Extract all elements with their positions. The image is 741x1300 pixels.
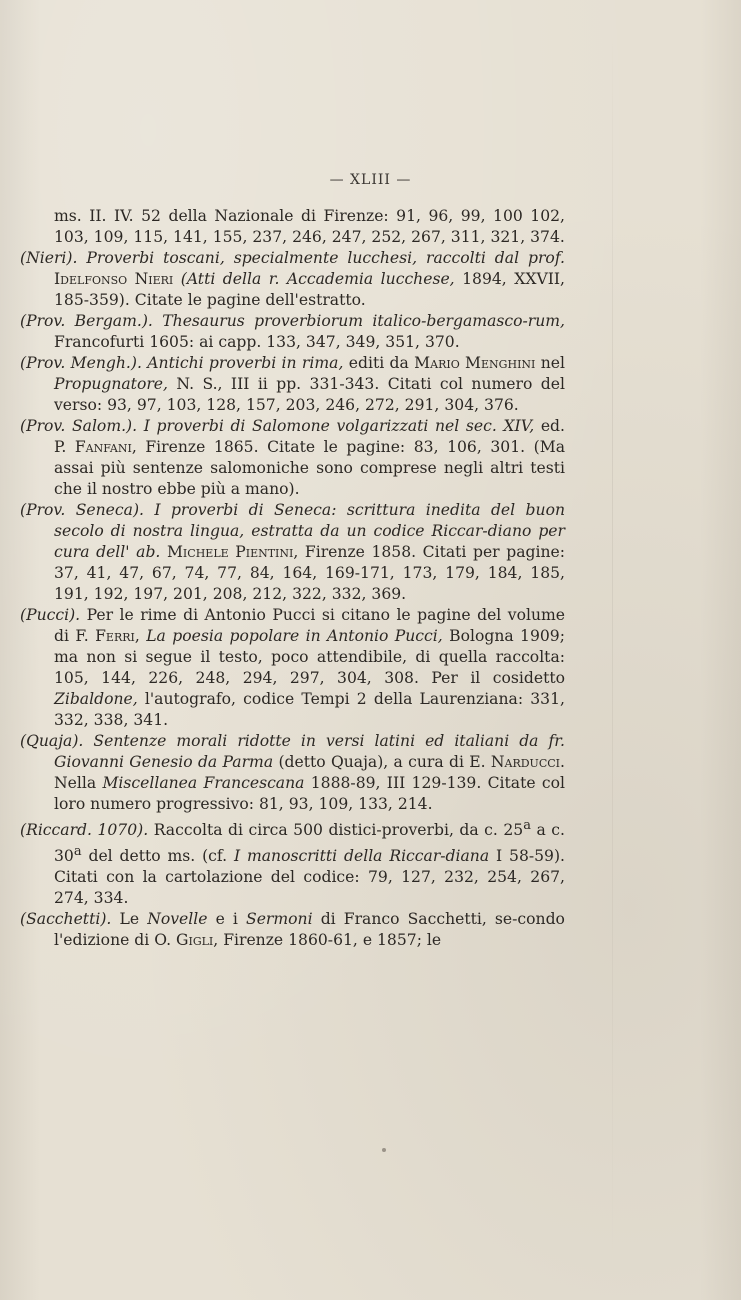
entry-key: (Prov. Seneca). <box>20 501 144 519</box>
entry-author: Fanfani, <box>74 438 137 456</box>
entry-text: N. S., III ii pp. 331-343. Citati col numero del verso: 93, 97, 103, 128, 157, 203, 246, 272, 291, 304, 376. <box>54 375 565 414</box>
entry-prov-seneca <box>20 500 565 605</box>
entry-text: Bologna 1909; ma non si segue il testo, poco attendibile, di quella raccolta: 105, 144, 226, 248, 294, 297, 304, 308. Per il cosidetto <box>54 627 565 687</box>
entry-sacchetti: (Sacchetti). Le Novelle e i Sermoni di Franco Sacchetti, se-condo l'edizione di O. Gigli, Firenze 1860-61, e 1857; le <box>20 910 565 950</box>
entry-quaja: (Quaja). Sentenze morali ridotte in versi latini ed italiani da fr. Giovanni Genesio da Parma (detto Quaja), a cura di E. Narducci. Nella Miscellanea Francescana 1888-89, III 129-139. Citate col loro numero progressivo: 81, 93, 109, 133, 214. <box>20 732 565 813</box>
entry-key: (Prov. Mengh.). <box>20 354 142 372</box>
entry-title: Proverbi toscani, specialmente lucchesi, raccolti dal prof. <box>86 249 565 267</box>
entry-title: I proverbi di Seneca: scrittura inedita del buon secolo di nostra lingua, estratta da un codice Riccar-diano per cura dell' ab. <box>54 501 565 561</box>
entry-author: Mario Menghini <box>414 354 536 372</box>
entry-title: I manoscritti della Riccar-diana <box>233 847 490 866</box>
entry-text: 1888-89, III 129-139. Citate col loro numero progressivo: 81, 93, 109, 133, 214. <box>54 774 565 813</box>
entry-author: Idelfonso Nieri <box>54 270 174 288</box>
entry-nieri <box>20 248 565 311</box>
paper-spot <box>382 1148 386 1152</box>
page-number: — XLIII — <box>329 172 412 188</box>
entry-continuation: ms. II. IV. 52 della Nazionale di Firenze: 91, 96, 99, 100 102, 103, 109, 115, 141, 155, 237, 246, 247, 252, 267, 311, 321, 374. <box>54 207 565 246</box>
entry-prov-salom: (Prov. Salom.). I proverbi di Salomone volgarizzati nel sec. XIV, ed. P. Fanfani, Firenze 1865. Citate le pagine: 83, 106, 301. (Ma assai più sentenze salomoniche sono comprese negli altri testi che il nostro ebbe più a mano). <box>20 417 565 498</box>
entry-key: (Riccard. 1070). <box>20 821 149 840</box>
entry-text: Francofurti 1605: ai capp. 133, 347, 349, 351, 370. <box>54 333 460 351</box>
entry-pucci: (Pucci). Per le rime di Antonio Pucci si citano le pagine del volume di F. Ferri, La poesia popolare in Antonio Pucci, Bologna 1909; ma non si segue il testo, poco attendibile, di quella raccolta: 105, 144, 226, 248, 294, 297, 304, 308. Per il cosidetto Zibaldone, l'autografo, codice Tempi 2 della Laurenziana: 331, 332, 338, 341. <box>20 606 565 729</box>
entry-title: Thesaurus proverbiorum italico-bergamasco-rum, <box>162 312 565 330</box>
entry-title: I proverbi di Salomone volgarizzati nel sec. XIV, <box>143 417 535 435</box>
entry-prov-bergam <box>20 311 565 353</box>
entry-title-2: Sermoni <box>246 910 313 929</box>
entry-text: Firenze 1860-61, e 1857; le <box>223 931 442 950</box>
entry-key: (Nieri). <box>20 249 78 267</box>
entry-title-2: Zibaldone, <box>54 690 138 708</box>
entry-title: Novelle <box>147 910 208 929</box>
entry-journal: Propugnatore, <box>54 375 168 393</box>
entry-author: Michele Pientini, <box>166 543 299 561</box>
entry-text: Firenze 1865. Citate le pagine: 83, 106, 301. (Ma assai più sentenze salomoniche sono comprese negli altri testi che il nostro ebbe più a mano). <box>54 438 565 498</box>
entry-journal: Miscellanea Francescana <box>102 774 305 792</box>
entry-riccard: (Riccard. 1070). Raccolta di circa 500 distici-proverbi, da c. 25$^a$ a c. 30$^a$ del detto ms. (cf. I manoscritti della Riccar-diana I 58-59). Citati con la cartolazione del codice: 79, 127, 232, 254, 267, 274, 334. <box>20 818 566 908</box>
entry-author: Narducci. <box>490 753 565 771</box>
entry-title: La poesia popolare in Antonio Pucci, <box>146 627 443 645</box>
entry-key: (Pucci). <box>20 606 81 624</box>
entry-text: 1894, XXVII, 185-359). Citate le pagine dell'estratto. <box>54 270 565 309</box>
entry-author: Gigli, <box>176 931 219 950</box>
entry-prov-mengh: (Prov. Mengh.). Antichi proverbi in rima, editi da Mario Menghini nel Propugnatore, N. S., III ii pp. 331-343. Citati col numero del verso: 93, 97, 103, 128, 157, 203, 246, 272, 291, 304, 376. <box>20 354 565 414</box>
entry-author: Ferri, <box>95 627 140 645</box>
entry-key: (Prov. Bergam.). <box>20 312 153 330</box>
entry-key: (Prov. Salom.). <box>20 417 138 435</box>
entry-source: (Atti della r. Accademia lucchese, <box>180 270 455 288</box>
entry-title: Antichi proverbi in rima, <box>147 354 344 372</box>
bibliography-text <box>20 206 565 951</box>
page-crease <box>612 30 613 1270</box>
entry-text: I 58-59). Citati con la cartolazione del codice: 79, 127, 232, 254, 267, 274, 334. <box>54 847 566 908</box>
entry-key: (Quaja). <box>20 732 84 750</box>
entry-title: Sentenze morali ridotte in versi latini ed italiani da fr. Giovanni Genesio da Parma <box>54 732 565 771</box>
entry-key: (Sacchetti). <box>20 910 112 929</box>
entry-text: Firenze 1858. Citati per pagine: 37, 41, 47, 67, 74, 77, 84, 164, 169-171, 173, 179, 184, 185, 191, 192, 197, 201, 208, 212, 322, 332, 369. <box>54 543 565 603</box>
